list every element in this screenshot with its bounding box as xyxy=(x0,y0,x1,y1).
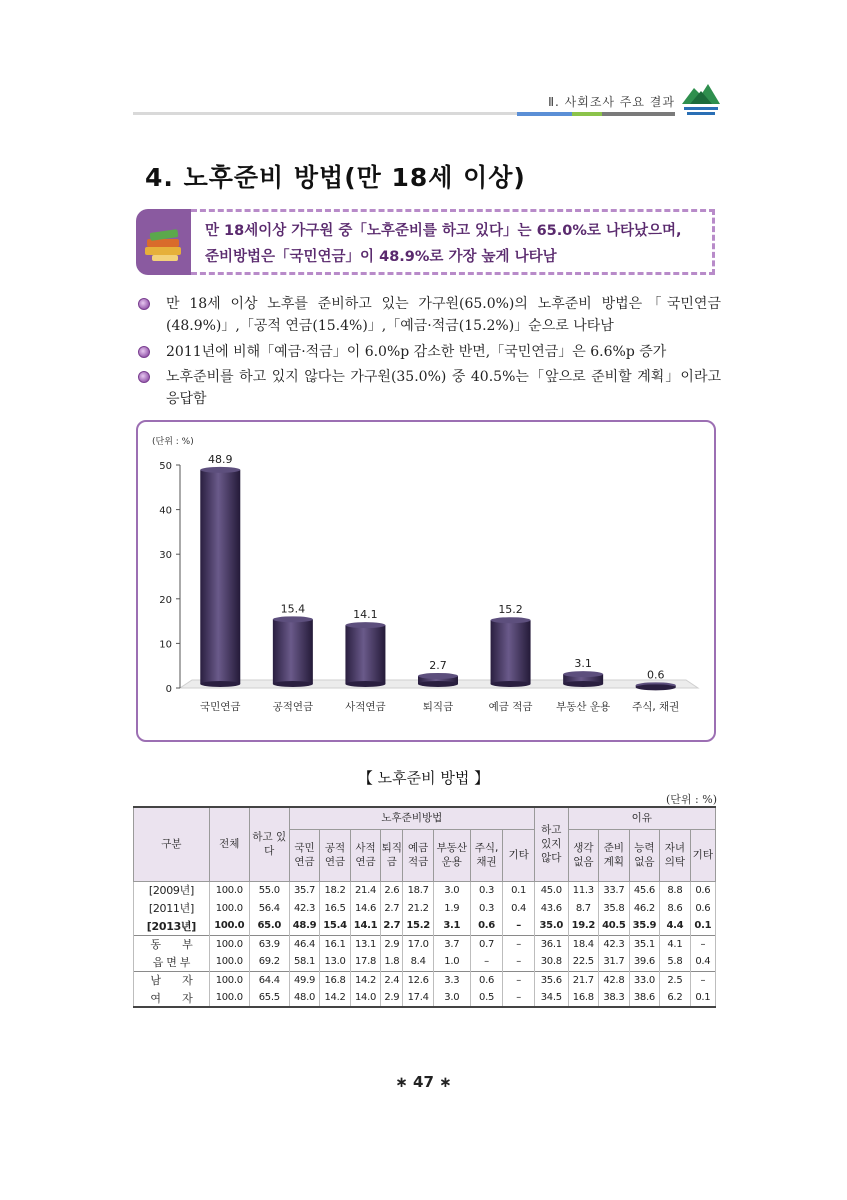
chart-bar-base xyxy=(418,681,458,687)
col-header-gubun: 구분 xyxy=(134,807,210,881)
table-cell: 4.1 xyxy=(660,935,691,953)
table-cell: 3.3 xyxy=(433,971,470,989)
page-number: ∗ 47 ∗ xyxy=(395,1073,452,1091)
x-tick-label: 부동산 운용 xyxy=(556,701,611,713)
col-header-reason: 생각 없음 xyxy=(568,829,599,881)
table-cell: 0.6 xyxy=(690,899,715,917)
chart-bar-base xyxy=(345,681,385,687)
table-cell: 100.0 xyxy=(209,935,249,953)
bullet-text: 만 18세 이상 노후를 준비하고 있는 가구원(65.0%)의 노후준비 방법은「국민연금(48.9%)」,「공적 연금(15.4%)」,「예금·적금(15.2%)」순으로 나타남 xyxy=(166,296,721,334)
row-label: 남 자 xyxy=(134,971,210,989)
col-header-reason: 기타 xyxy=(690,829,715,881)
table-row xyxy=(134,899,716,917)
table-row xyxy=(134,971,716,989)
table-cell: – xyxy=(690,971,715,989)
bullet-icon xyxy=(138,371,150,383)
table-cell: 14.0 xyxy=(350,989,381,1007)
y-tick-label: 10 xyxy=(159,639,172,651)
table-cell: 11.3 xyxy=(568,881,599,899)
chart-bar-base xyxy=(200,681,240,687)
data-label: 3.1 xyxy=(574,657,592,671)
table-cell: 17.0 xyxy=(403,935,434,953)
y-tick-label: 50 xyxy=(159,461,172,472)
table-cell: 8.7 xyxy=(568,899,599,917)
table-cell: 0.6 xyxy=(470,917,503,935)
table-cell: 13.1 xyxy=(350,935,381,953)
table-cell: – xyxy=(503,953,535,971)
table-cell: 8.4 xyxy=(403,953,434,971)
chart-bar xyxy=(491,620,531,684)
table-cell: 0.5 xyxy=(470,989,503,1007)
table-cell: 42.8 xyxy=(599,971,630,989)
table-cell: 46.4 xyxy=(289,935,320,953)
table-cell: 35.6 xyxy=(534,971,568,989)
table-cell: 100.0 xyxy=(209,899,249,917)
table-cell: 48.0 xyxy=(289,989,320,1007)
table-cell: 35.1 xyxy=(629,935,660,953)
table-cell: 69.2 xyxy=(249,953,289,971)
row-label: 여 자 xyxy=(134,989,210,1007)
table-cell: 5.8 xyxy=(660,953,691,971)
table-row xyxy=(134,989,716,1007)
table-cell: 14.2 xyxy=(350,971,381,989)
bullet-item xyxy=(138,293,721,337)
table-cell: 21.4 xyxy=(350,881,381,899)
bullet-item xyxy=(138,341,718,363)
x-tick-label: 국민연금 xyxy=(199,701,241,713)
chart-bar xyxy=(345,625,385,684)
table-cell: 0.3 xyxy=(470,899,503,917)
table-row xyxy=(134,935,716,953)
table-cell: 64.4 xyxy=(249,971,289,989)
table-cell: 100.0 xyxy=(209,953,249,971)
table-cell: 100.0 xyxy=(209,917,249,935)
data-table xyxy=(133,806,716,1008)
table-cell: 46.2 xyxy=(629,899,660,917)
table-cell: 65.0 xyxy=(249,917,289,935)
table-cell: 100.0 xyxy=(209,989,249,1007)
chart-bar-cap xyxy=(345,622,385,628)
table-cell: 18.4 xyxy=(568,935,599,953)
x-tick-label: 사적연금 xyxy=(345,701,386,713)
data-label: 0.6 xyxy=(646,668,665,682)
chart-bar xyxy=(200,470,240,684)
chart-bar-cap xyxy=(418,673,458,679)
col-header-method: 기타 xyxy=(503,829,535,881)
table-cell: 48.9 xyxy=(289,917,320,935)
row-label: 동 부 xyxy=(134,935,210,953)
table-cell: 4.4 xyxy=(660,917,691,935)
row-label: [2011년] xyxy=(134,899,210,917)
table-unit: (단위 : %) xyxy=(666,793,717,806)
table-cell: 3.0 xyxy=(433,881,470,899)
data-label: 2.7 xyxy=(429,658,447,672)
table-cell: 18.2 xyxy=(320,881,351,899)
chart-bar-base xyxy=(563,681,603,687)
table-cell: 58.1 xyxy=(289,953,320,971)
data-label: 48.9 xyxy=(208,452,233,466)
table-cell: 0.6 xyxy=(470,971,503,989)
table-cell: 14.1 xyxy=(350,917,381,935)
col-header-method-group: 노후준비방법 xyxy=(289,807,534,829)
table-cell: 8.6 xyxy=(660,899,691,917)
summary-tab xyxy=(136,209,192,275)
col-header-doing: 하고 있다 xyxy=(249,807,289,881)
bullet-text: 노후준비를 하고 있지 않다는 가구원(35.0%) 중 40.5%는「앞으로 준비할 계획」이라고 응답함 xyxy=(166,369,721,407)
table-cell: 1.8 xyxy=(381,953,403,971)
table-cell: 14.2 xyxy=(320,989,351,1007)
table-cell: 3.0 xyxy=(433,989,470,1007)
table-cell: 2.9 xyxy=(381,935,403,953)
col-header-reason: 자녀 의탁 xyxy=(660,829,691,881)
mountain-logo-icon xyxy=(680,78,722,118)
table-cell: 31.7 xyxy=(599,953,630,971)
table-row xyxy=(134,881,716,899)
table-cell: – xyxy=(503,935,535,953)
col-header-method: 사적 연금 xyxy=(350,829,381,881)
table-cell: 2.7 xyxy=(381,899,403,917)
table-cell: 8.8 xyxy=(660,881,691,899)
table-cell: 0.4 xyxy=(503,899,535,917)
x-tick-label: 공적연금 xyxy=(272,701,314,713)
col-header-method: 예금 적금 xyxy=(403,829,434,881)
table-cell: 42.3 xyxy=(289,899,320,917)
col-header-total: 전체 xyxy=(209,807,249,881)
table-cell: 0.1 xyxy=(690,917,715,935)
table-cell: 2.9 xyxy=(381,989,403,1007)
table-cell: 100.0 xyxy=(209,971,249,989)
row-label: [2013년] xyxy=(134,917,210,935)
table-cell: 36.1 xyxy=(534,935,568,953)
books-icon xyxy=(136,209,192,275)
data-label: 15.4 xyxy=(280,602,306,616)
table-cell: 1.9 xyxy=(433,899,470,917)
table-cell: 15.2 xyxy=(403,917,434,935)
data-label: 15.2 xyxy=(498,603,523,617)
chart-bar xyxy=(273,619,313,684)
table-row xyxy=(134,917,716,935)
bullet-icon xyxy=(138,298,150,310)
table-cell: 1.0 xyxy=(433,953,470,971)
table-cell: – xyxy=(503,989,535,1007)
col-header-reason: 준비 계획 xyxy=(599,829,630,881)
table-cell: 34.5 xyxy=(534,989,568,1007)
table-cell: 21.2 xyxy=(403,899,434,917)
chart-bar-base xyxy=(491,681,531,687)
col-header-reason: 능력 없음 xyxy=(629,829,660,881)
row-label: 읍 면 부 xyxy=(134,953,210,971)
table-cell: 35.9 xyxy=(629,917,660,935)
table-cell: 12.6 xyxy=(403,971,434,989)
chart-bar-cap xyxy=(273,616,313,622)
table-cell: 49.9 xyxy=(289,971,320,989)
section-header: Ⅱ. 사회조사 주요 결과 xyxy=(548,95,675,109)
summary-line-2: 준비방법은「국민연금」이 48.9%로 가장 높게 나타남 xyxy=(205,249,557,265)
col-header-reason-group: 이유 xyxy=(568,807,715,829)
table-cell: – xyxy=(470,953,503,971)
table-cell: 0.4 xyxy=(690,953,715,971)
table-cell: 17.4 xyxy=(403,989,434,1007)
row-label: [2009년] xyxy=(134,881,210,899)
table-cell: 17.8 xyxy=(350,953,381,971)
table-title: 【 노후준비 방법 】 xyxy=(357,769,490,787)
x-tick-label: 주식, 채권 xyxy=(632,701,680,713)
data-label: 14.1 xyxy=(353,608,378,622)
table-cell: 15.4 xyxy=(320,917,351,935)
table-cell: 0.6 xyxy=(690,881,715,899)
table-cell: 40.5 xyxy=(599,917,630,935)
y-tick-label: 30 xyxy=(159,550,172,562)
col-header-method: 국민 연금 xyxy=(289,829,320,881)
y-tick-label: 20 xyxy=(159,594,172,606)
col-header-not-doing: 하고 있지 않다 xyxy=(534,807,568,881)
table-cell: 21.7 xyxy=(568,971,599,989)
table-cell: 45.6 xyxy=(629,881,660,899)
table-cell: 22.5 xyxy=(568,953,599,971)
table-cell: 38.3 xyxy=(599,989,630,1007)
table-cell: 2.4 xyxy=(381,971,403,989)
table-cell: 0.1 xyxy=(690,989,715,1007)
table-cell: 16.8 xyxy=(568,989,599,1007)
table-cell: 56.4 xyxy=(249,899,289,917)
bullet-text: 2011년에 비해「예금·적금」이 6.0%p 감소한 반면,「국민연금」은 6.6%p 증가 xyxy=(166,344,667,360)
chart-bar-cap xyxy=(491,617,531,623)
table-cell: 33.7 xyxy=(599,881,630,899)
table-cell: 0.1 xyxy=(503,881,535,899)
table-cell: 45.0 xyxy=(534,881,568,899)
table-cell: 65.5 xyxy=(249,989,289,1007)
header-accent-green xyxy=(572,112,602,116)
table-cell: 35.8 xyxy=(599,899,630,917)
table-cell: – xyxy=(503,917,535,935)
table-cell: – xyxy=(690,935,715,953)
chart-bar-base xyxy=(636,684,676,690)
table-cell: 100.0 xyxy=(209,881,249,899)
header-accent-gray xyxy=(602,112,675,116)
table-cell: 39.6 xyxy=(629,953,660,971)
table-cell: 2.6 xyxy=(381,881,403,899)
col-header-method: 공적 연금 xyxy=(320,829,351,881)
table-cell: 2.7 xyxy=(381,917,403,935)
table-cell: 6.2 xyxy=(660,989,691,1007)
table-cell: 30.8 xyxy=(534,953,568,971)
table-cell: 35.7 xyxy=(289,881,320,899)
table-cell: 18.7 xyxy=(403,881,434,899)
col-header-method: 부동산 운용 xyxy=(433,829,470,881)
col-header-method: 주식, 채권 xyxy=(470,829,503,881)
chart-bar-cap xyxy=(563,671,603,677)
table-cell: 55.0 xyxy=(249,881,289,899)
table-cell: – xyxy=(503,971,535,989)
summary-line-1: 만 18세이상 가구원 중「노후준비를 하고 있다」는 65.0%로 나타났으며, xyxy=(205,223,682,239)
table-cell: 16.8 xyxy=(320,971,351,989)
table-cell: 14.6 xyxy=(350,899,381,917)
col-header-method: 퇴직금 xyxy=(381,829,403,881)
bullet-icon xyxy=(138,346,150,358)
table-cell: 16.5 xyxy=(320,899,351,917)
bar-chart-panel xyxy=(136,420,716,742)
table-cell: 33.0 xyxy=(629,971,660,989)
table-cell: 38.6 xyxy=(629,989,660,1007)
table-cell: 3.7 xyxy=(433,935,470,953)
table-cell: 0.7 xyxy=(470,935,503,953)
y-tick-label: 40 xyxy=(159,505,172,517)
page-title: 4. 노후준비 방법(만 18세 이상) xyxy=(145,163,526,192)
chart-bar-base xyxy=(273,681,313,687)
table-cell: 0.3 xyxy=(470,881,503,899)
table-cell: 43.6 xyxy=(534,899,568,917)
header-accent-blue xyxy=(517,112,572,116)
table-cell: 2.5 xyxy=(660,971,691,989)
table-cell: 19.2 xyxy=(568,917,599,935)
table-cell: 13.0 xyxy=(320,953,351,971)
table-cell: 63.9 xyxy=(249,935,289,953)
table-cell: 42.3 xyxy=(599,935,630,953)
table-cell: 3.1 xyxy=(433,917,470,935)
x-tick-label: 퇴직금 xyxy=(422,701,454,713)
table-cell: 16.1 xyxy=(320,935,351,953)
bullet-item xyxy=(138,366,721,410)
chart-bar-cap xyxy=(200,467,240,473)
x-tick-label: 예금 적금 xyxy=(488,701,533,713)
table-cell: 35.0 xyxy=(534,917,568,935)
bar-chart xyxy=(138,422,714,740)
table-row xyxy=(134,953,716,971)
y-tick-label: 0 xyxy=(165,684,172,695)
chart-unit-label: (단위 : %) xyxy=(152,437,194,447)
